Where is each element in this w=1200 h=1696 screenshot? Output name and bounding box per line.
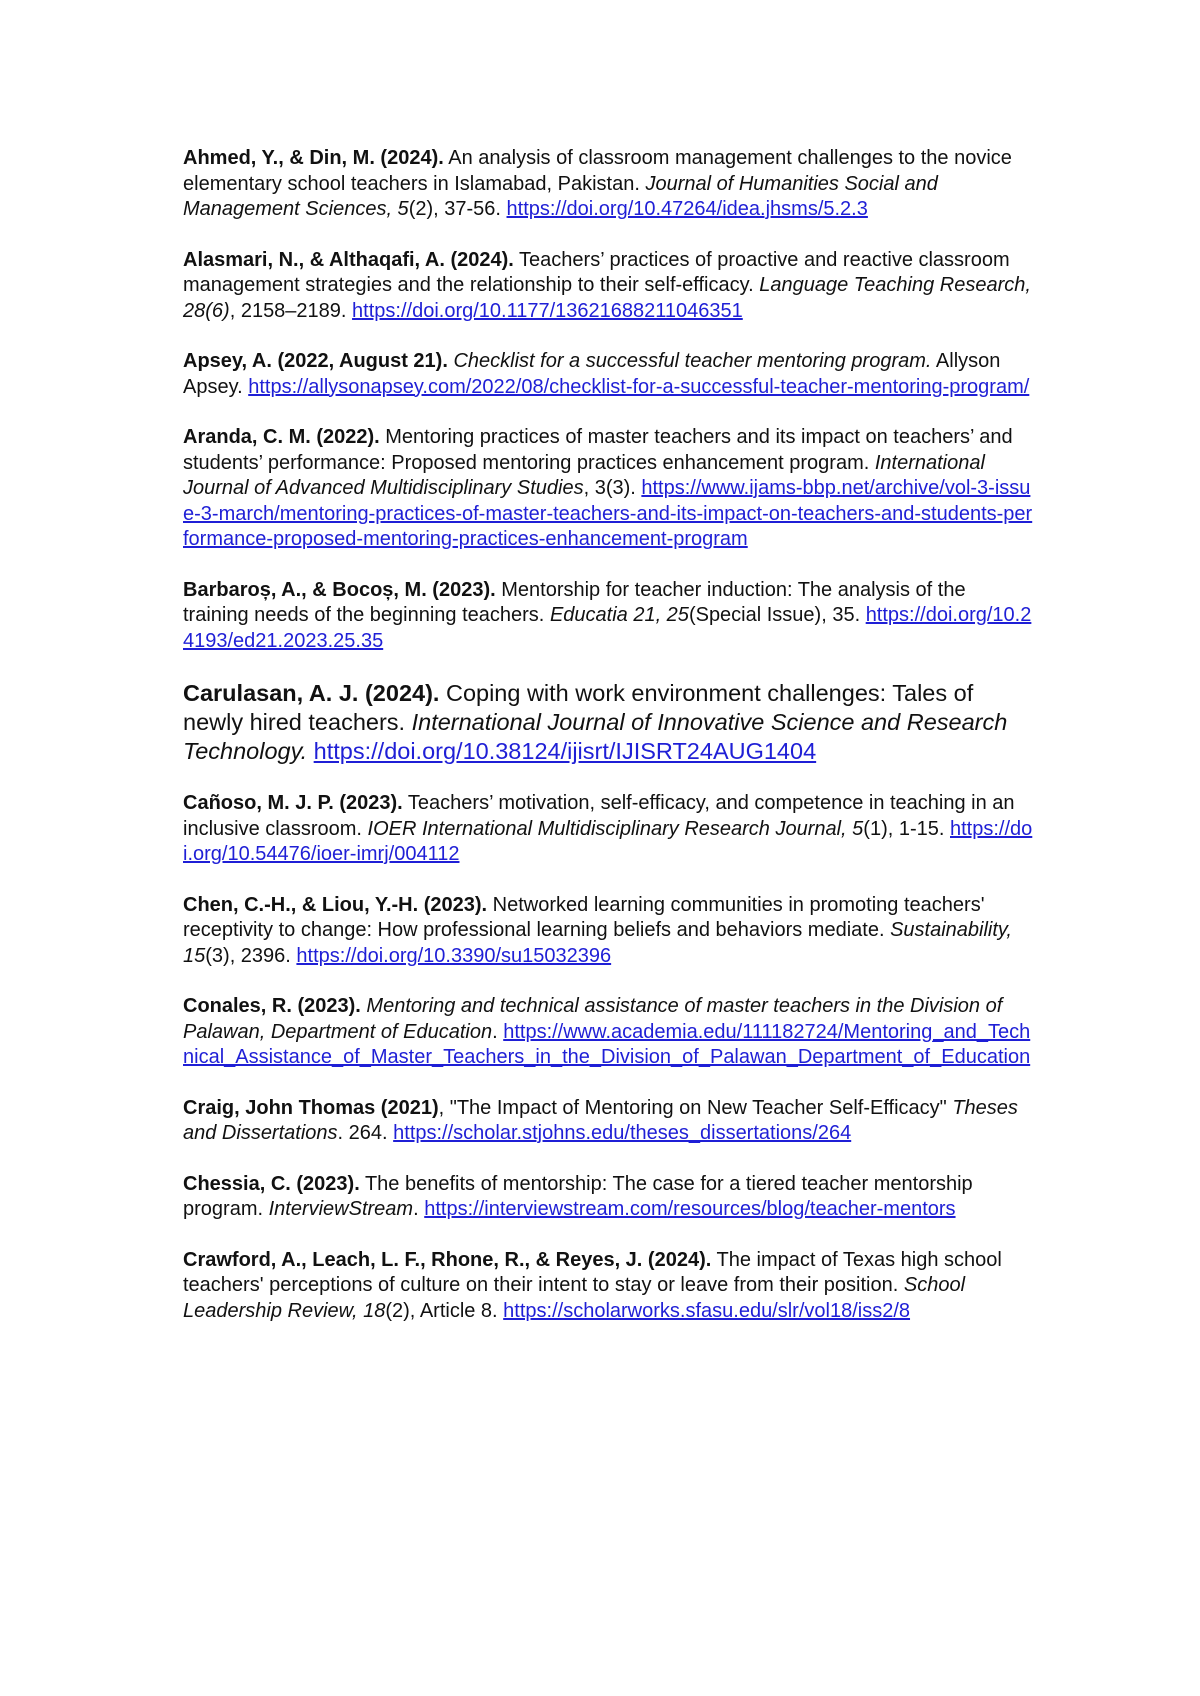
- reference-link[interactable]: https://scholar.stjohns.edu/theses_dissertations/264: [393, 1122, 852, 1144]
- reference-source: Theses and Dissertations: [183, 1096, 1018, 1144]
- reference-entry: [183, 425, 1033, 553]
- reference-text: , 3(3).: [583, 477, 642, 499]
- reference-entry: [183, 1172, 1033, 1223]
- reference-author: Cañoso, M. J. P. (2023).: [183, 792, 403, 814]
- reference-author: Crawford, A., Leach, L. F., Rhone, R., & Reyes, J. (2024).: [183, 1248, 712, 1271]
- reference-text: Teachers’ motivation, self-efficacy, and competence in teaching in an inclusive classroom.: [183, 792, 1015, 840]
- reference-link[interactable]: https://doi.org/10.47264/idea.jhsms/5.2.3: [506, 198, 868, 220]
- reference-author: Apsey, A. (2022, August 21).: [183, 350, 448, 372]
- reference-text: Mentorship for teacher induction: The analysis of the training needs of the beginning teachers.: [183, 578, 966, 626]
- reference-text: Allyson Apsey.: [183, 350, 1001, 398]
- reference-author: Craig, John Thomas (2021): [183, 1096, 439, 1119]
- reference-text: .: [492, 1020, 504, 1043]
- reference-author: Chen, C.-H., & Liou, Y.-H. (2023).: [183, 893, 488, 916]
- reference-source: InterviewStream: [268, 1198, 414, 1220]
- reference-author: Barbaroș, A., & Bocoș, M. (2023).: [183, 578, 496, 601]
- reference-text: . 264.: [337, 1122, 394, 1144]
- reference-link[interactable]: https://doi.org/10.38124/ijisrt/IJISRT24AUG1404: [313, 738, 817, 764]
- reference-entry: [183, 893, 1033, 970]
- reference-link[interactable]: https://www.ijams-bbp.net/archive/vol-3-issue-3-march/mentoring-practices-of-master-teachers-and-its-impact-on-teachers-and-students-performance-proposed-mentoring-practices-enhancement-program: [183, 477, 1033, 550]
- reference-author: Carulasan, A. J. (2024).: [183, 680, 440, 706]
- reference-text: The impact of Texas high school teachers' perceptions of culture on their intent to stay or leave from their position.: [183, 1248, 1002, 1296]
- reference-author: Ahmed, Y., & Din, M. (2024).: [183, 147, 444, 169]
- reference-text: Mentoring practices of master teachers and its impact on teachers’ and students’ performance: Proposed mentoring practices enhancement program.: [183, 426, 1013, 474]
- reference-text: (Special Issue), 35.: [688, 604, 866, 626]
- reference-text: Coping with work environment challenges: Tales of newly hired teachers.: [183, 680, 974, 735]
- reference-list: [183, 146, 1033, 1349]
- reference-link[interactable]: https://doi.org/10.54476/ioer-imrj/004112: [183, 817, 1033, 865]
- reference-text: (2), 37-56.: [408, 198, 507, 220]
- reference-source: Checklist for a successful teacher mentoring program.: [453, 350, 932, 372]
- reference-source: IOER International Multidisciplinary Research Journal, 5: [367, 817, 864, 840]
- reference-text: , "The Impact of Mentoring on New Teacher Self-Efficacy": [438, 1096, 953, 1119]
- reference-text: An analysis of classroom management challenges to the novice elementary school teachers in Islamabad, Pakistan.: [183, 147, 1012, 195]
- reference-link[interactable]: https://doi.org/10.24193/ed21.2023.25.35: [183, 604, 1032, 652]
- reference-entry: [183, 1096, 1033, 1147]
- reference-entry: [183, 679, 1033, 766]
- reference-text: The benefits of mentorship: The case for a tiered teacher mentorship program.: [183, 1172, 973, 1220]
- reference-entry: [183, 146, 1033, 223]
- reference-text: (1), 1-15.: [863, 817, 950, 840]
- reference-source: International Journal of Advanced Multidisciplinary Studies: [183, 451, 985, 499]
- reference-source: School Leadership Review, 18: [183, 1274, 966, 1322]
- reference-source: Language Teaching Research, 28(6): [183, 274, 1031, 322]
- reference-entry: [183, 1248, 1033, 1325]
- reference-link[interactable]: https://interviewstream.com/resources/blog/teacher-mentors: [424, 1198, 956, 1220]
- reference-link[interactable]: https://www.academia.edu/111182724/Mentoring_and_Technical_Assistance_of_Master_Teachers_in_the_Division_of_Palawan_Department_of_Education: [183, 1020, 1031, 1068]
- reference-link[interactable]: https://allysonapsey.com/2022/08/checklist-for-a-successful-teacher-mentoring-program/: [248, 375, 1030, 398]
- reference-link[interactable]: https://scholarworks.sfasu.edu/slr/vol18/iss2/8: [503, 1299, 911, 1322]
- reference-source: Mentoring and technical assistance of master teachers in the Division of Palawan, Department of Education: [183, 995, 1003, 1043]
- reference-author: Conales, R. (2023).: [183, 995, 361, 1017]
- reference-text: , 2158–2189.: [229, 299, 353, 322]
- reference-text: .: [413, 1198, 425, 1220]
- reference-link[interactable]: https://doi.org/10.1177/13621688211046351: [352, 299, 743, 322]
- reference-link[interactable]: https://doi.org/10.3390/su15032396: [296, 944, 612, 967]
- reference-entry: [183, 994, 1033, 1071]
- reference-source: International Journal of Innovative Science and Research Technology.: [183, 709, 1008, 764]
- reference-author: Alasmari, N., & Althaqafi, A. (2024).: [183, 248, 514, 271]
- reference-text: Networked learning communities in promoting teachers' receptivity to change: How professional learning beliefs and behaviors mediate.: [183, 893, 985, 941]
- reference-entry: [183, 349, 1033, 400]
- reference-entry: [183, 791, 1033, 868]
- reference-text: Teachers’ practices of proactive and reactive classroom management strategies and the relationship to their self-efficacy.: [183, 248, 1010, 296]
- reference-author: Chessia, C. (2023).: [183, 1172, 360, 1195]
- reference-author: Aranda, C. M. (2022).: [183, 426, 380, 448]
- reference-source: Journal of Humanities Social and Management Sciences, 5: [183, 172, 938, 220]
- reference-entry: [183, 248, 1033, 325]
- reference-entry: [183, 578, 1033, 655]
- reference-source: Educatia 21, 25: [549, 604, 689, 626]
- reference-source: Sustainability, 15: [183, 919, 1012, 967]
- reference-text: (2), Article 8.: [385, 1299, 504, 1322]
- reference-text: (3), 2396.: [205, 944, 297, 967]
